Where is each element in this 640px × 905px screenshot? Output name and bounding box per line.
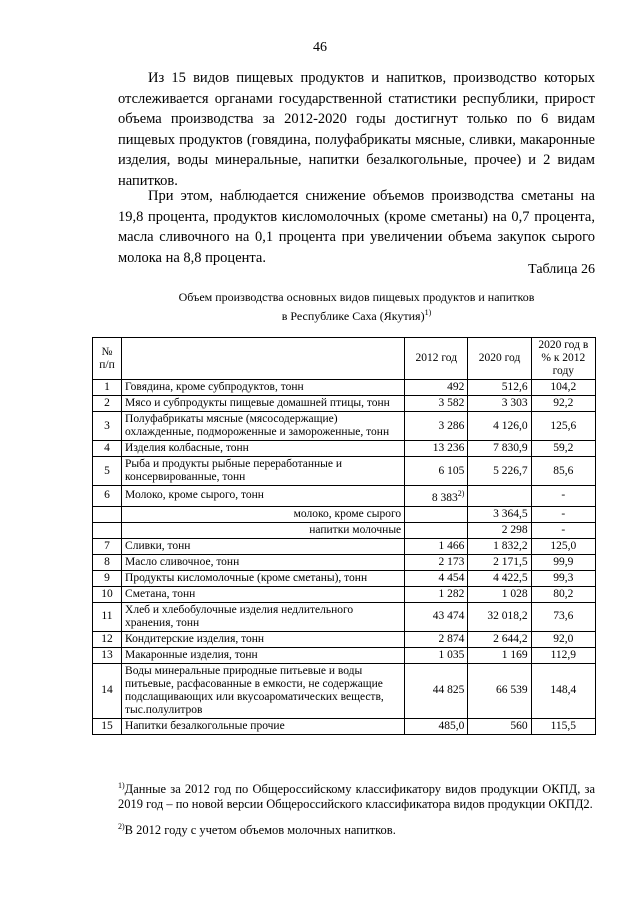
table-body — [93, 380, 596, 735]
table-title-line-1: Объем производства основных видов пищевых продуктов и напитков — [178, 290, 535, 304]
row-value-2012-text: 1 035 — [438, 648, 465, 661]
row-number: 6 — [93, 486, 122, 507]
row-value-2012-text: 6 105 — [438, 464, 465, 477]
row-value-2020: 7 830,9 — [468, 441, 531, 457]
table-row — [93, 570, 596, 586]
row-value-2020: 3 364,5 — [468, 506, 531, 522]
table-title — [118, 290, 595, 324]
row-number: 4 — [93, 441, 122, 457]
row-name: Воды минеральные природные питьевые и воды питьевые, расфасованные в емкости, не содержащие подслащивающих или вкусоароматических веществ, тыс.полулитров — [122, 663, 405, 718]
row-value-2020: 560 — [468, 718, 531, 734]
row-percent: 80,2 — [531, 586, 595, 602]
table-title-line-2-text: в Республике Саха (Якутия) — [281, 309, 425, 323]
row-number: 10 — [93, 586, 122, 602]
row-value-2020: 2 298 — [468, 522, 531, 538]
row-value-2020: 1 028 — [468, 586, 531, 602]
row-value-2012 — [405, 412, 468, 441]
row-percent: 125,6 — [531, 412, 595, 441]
row-value-2012 — [405, 506, 468, 522]
table-row — [93, 538, 596, 554]
row-value-2012 — [405, 396, 468, 412]
row-value-2012 — [405, 570, 468, 586]
row-name: Изделия колбасные, тонн — [122, 441, 405, 457]
row-name: Продукты кисломолочные (кроме сметаны), тонн — [122, 570, 405, 586]
row-number: 1 — [93, 380, 122, 396]
row-value-2012-text: 3 582 — [438, 397, 465, 409]
row-number: 2 — [93, 396, 122, 412]
row-number: 9 — [93, 570, 122, 586]
table-header-row — [93, 338, 596, 380]
table-row — [93, 554, 596, 570]
production-table — [92, 337, 596, 735]
row-name: Мясо и субпродукты пищевые домашней птицы, тонн — [122, 396, 405, 412]
table-row — [93, 663, 596, 718]
row-value-2012 — [405, 441, 468, 457]
footnote-1-mark: 1) — [118, 781, 125, 790]
table-row — [93, 718, 596, 734]
row-value-2020: 512,6 — [468, 380, 531, 396]
row-percent: 99,3 — [531, 570, 595, 586]
row-value-2012-text: 13 236 — [432, 442, 465, 454]
row-value-2020: 66 539 — [468, 663, 531, 718]
row-value-2012-text: 492 — [447, 381, 465, 393]
table-row — [93, 586, 596, 602]
row-percent: - — [531, 486, 595, 507]
footnote-2-mark: 2) — [118, 822, 125, 832]
row-value-2012 — [405, 631, 468, 647]
row-percent: - — [531, 506, 595, 522]
row-value-2012-text: 43 474 — [432, 610, 465, 623]
row-number: 11 — [93, 602, 122, 631]
row-value-2020: 4 422,5 — [468, 570, 531, 586]
row-percent: 148,4 — [531, 663, 595, 718]
table-row — [93, 602, 596, 631]
row-number: 13 — [93, 647, 122, 663]
row-name: напитки молочные — [122, 522, 405, 538]
row-name: Макаронные изделия, тонн — [122, 647, 405, 663]
header-number: № п/п — [93, 338, 122, 380]
row-name: Масло сливочное, тонн — [122, 554, 405, 570]
row-number: 8 — [93, 554, 122, 570]
table-label: Таблица 26 — [528, 262, 595, 277]
row-name: Кондитерские изделия, тонн — [122, 631, 405, 647]
row-value-2012-text: 4 454 — [438, 571, 465, 584]
row-value-2012 — [405, 380, 468, 396]
intro-paragraph-2: При этом, наблюдается снижение объемов производства сметаны на 19,8 процента, продуктов кисломолочных (кроме сметаны) на 0,7 процента, масла сливочного на 0,1 процента при увеличении объема закупок сырого молока на 8,8 процента. — [118, 188, 595, 266]
header-name — [122, 338, 405, 380]
row-value-2012 — [405, 554, 468, 570]
row-value-2012-text: 485,0 — [438, 719, 465, 732]
row-value-2020: 3 303 — [468, 396, 531, 412]
row-number: 12 — [93, 631, 122, 647]
row-name: Хлеб и хлебобулочные изделия недлительного хранения, тонн — [122, 602, 405, 631]
row-name: Молоко, кроме сырого, тонн — [122, 486, 405, 507]
row-value-2012-text: 2 173 — [438, 555, 465, 568]
table-row — [93, 506, 596, 522]
row-percent: 59,2 — [531, 441, 595, 457]
footnote-2-text: В 2012 году с учетом объемов молочных напитков. — [124, 823, 396, 838]
header-2020: 2020 год — [468, 338, 531, 380]
table-row — [93, 631, 596, 647]
row-value-2012 — [405, 586, 468, 602]
row-value-2012-text: 1 466 — [438, 539, 465, 552]
row-value-2020: 1 832,2 — [468, 538, 531, 554]
row-percent: 92,2 — [531, 396, 595, 412]
footnote-2 — [118, 819, 595, 838]
row-value-2020: 32 018,2 — [468, 602, 531, 631]
page-number: 46 — [313, 40, 327, 55]
row-value-2020: 2 644,2 — [468, 631, 531, 647]
table-title-footnote-mark: 1) — [424, 308, 432, 317]
row-value-2020 — [468, 486, 531, 507]
footnote-1 — [118, 778, 595, 812]
row-number: 5 — [93, 457, 122, 486]
row-value-2012 — [405, 663, 468, 718]
row-name: Сливки, тонн — [122, 538, 405, 554]
row-value-2012 — [405, 647, 468, 663]
row-value-2012 — [405, 602, 468, 631]
row-number: 7 — [93, 538, 122, 554]
row-value-2012 — [405, 457, 468, 486]
intro-paragraph-1: Из 15 видов пищевых продуктов и напитков, производство которых отслеживается органами государственной статистики республики, прирост объема производства за 2012-2020 годы достигнут только по 6 видам пищевых продуктов (говядина, полуфабрикаты мясные, сливки, макаронные изделия, воды минеральные, напитки безалкогольные, прочее) и 2 видам напитков. — [118, 70, 595, 189]
row-value-2012 — [405, 486, 468, 507]
row-number: 3 — [93, 412, 122, 441]
row-number: 15 — [93, 718, 122, 734]
row-percent: 125,0 — [531, 538, 595, 554]
table-row — [93, 486, 596, 507]
header-2012: 2012 год — [405, 338, 468, 380]
row-value-2012-text: 3 286 — [438, 419, 465, 432]
table-row — [93, 412, 596, 441]
table-row — [93, 522, 596, 538]
table-row — [93, 441, 596, 457]
row-percent: 104,2 — [531, 380, 595, 396]
row-percent: 73,6 — [531, 602, 595, 631]
table-row — [93, 647, 596, 663]
row-value-2012 — [405, 538, 468, 554]
row-percent: 112,9 — [531, 647, 595, 663]
row-number: 14 — [93, 663, 122, 718]
row-name: Сметана, тонн — [122, 586, 405, 602]
row-value-2012-text: 8 383 — [431, 491, 458, 504]
footnote-1-text: Данные за 2012 год по Общероссийскому классификатору видов продукции ОКПД, за 2019 год – по новой версии Общероссийского классификатора видов продукции ОКПД2. — [118, 782, 595, 812]
table-row — [93, 396, 596, 412]
row-value-2020: 5 226,7 — [468, 457, 531, 486]
row-number — [93, 522, 122, 538]
row-percent: 92,0 — [531, 631, 595, 647]
table-row — [93, 380, 596, 396]
row-percent: 85,6 — [531, 457, 595, 486]
header-percent: 2020 год в % к 2012 году — [531, 338, 595, 380]
row-value-2012-text: 44 825 — [432, 684, 465, 697]
row-value-2012 — [405, 522, 468, 538]
row-percent: 115,5 — [531, 718, 595, 734]
row-value-2012-text: 1 282 — [438, 587, 465, 600]
row-value-2012-footnote-mark: 2) — [457, 489, 465, 498]
table-row — [93, 457, 596, 486]
row-name: Говядина, кроме субпродуктов, тонн — [122, 380, 405, 396]
row-name: Полуфабрикаты мясные (мясосодержащие) охлажденные, подмороженные и замороженные, тонн — [122, 412, 405, 441]
table-title-line-2 — [118, 305, 595, 324]
row-number — [93, 506, 122, 522]
row-name: Напитки безалкогольные прочие — [122, 718, 405, 734]
row-value-2020: 4 126,0 — [468, 412, 531, 441]
row-percent: 99,9 — [531, 554, 595, 570]
row-value-2012 — [405, 718, 468, 734]
row-value-2020: 1 169 — [468, 647, 531, 663]
footnotes — [118, 778, 595, 845]
row-percent: - — [531, 522, 595, 538]
row-name: молоко, кроме сырого — [122, 506, 405, 522]
row-name: Рыба и продукты рыбные переработанные и консервированные, тонн — [122, 457, 405, 486]
row-value-2020: 2 171,5 — [468, 554, 531, 570]
row-value-2012-text: 2 874 — [438, 632, 465, 645]
